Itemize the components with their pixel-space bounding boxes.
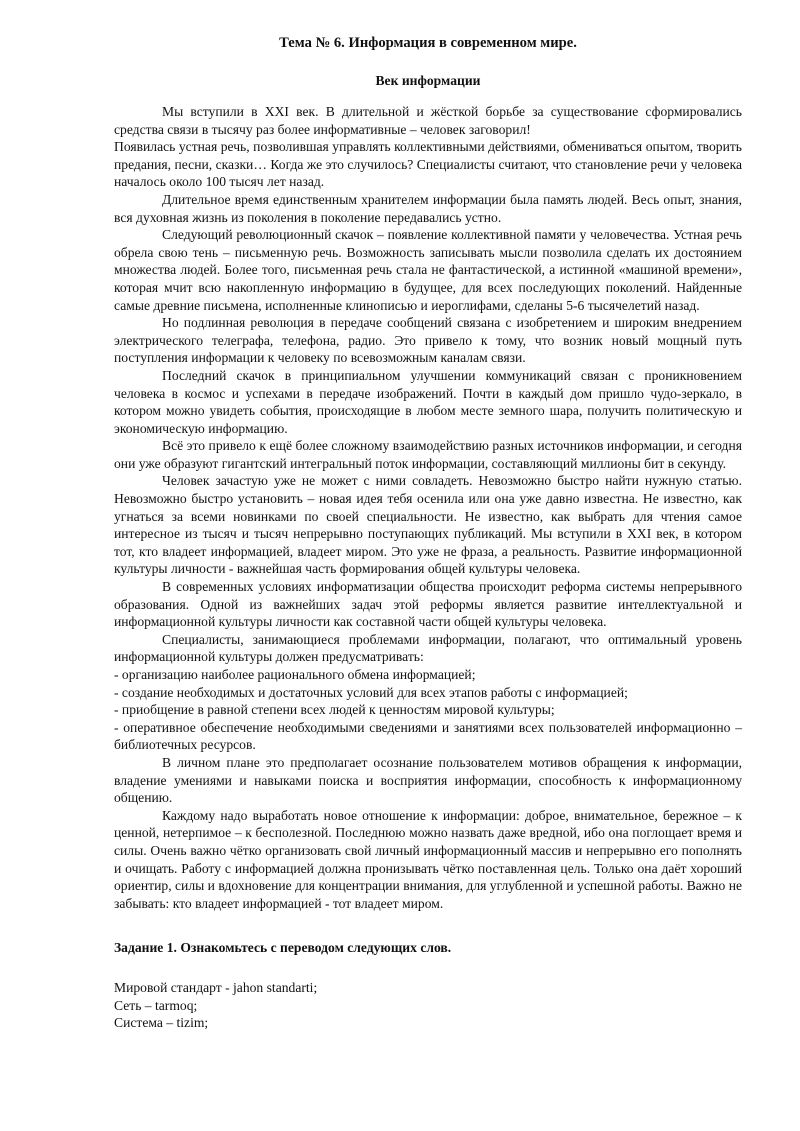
list-item: - приобщение в равной степени всех людей к ценностям мировой культуры; bbox=[114, 702, 555, 718]
task-heading: Задание 1. Ознакомьтесь с переводом следующих слов. bbox=[114, 940, 452, 956]
paragraph-8: Человек зачастую уже не может с ними совладеть. Невозможно быстро найти нужную статью. Невозможно быстро установить – новая идея тебя осенила или она уже давно известна. Не известно, как угнаться за всеми новинками по своей специальности. Не известно, как выбрать для чтения самое интересное из тысяч и тысяч непрерывно поступающих публикаций. Мы вступили в XXI век, в котором тот, кто владеет информацией, владеет миром. Это уже не фраза, а реальность. Развитие информационной культуры личности - важнейшая часть формирования общей культуры человека. bbox=[114, 473, 742, 577]
paragraph-4: Следующий революционный скачок – появление коллективной памяти у человечества. Устная речь обрела свою тень – письменную речь. Возможность записывать мысли позволила сделать их достоянием множества людей. Более того, письменная речь стала не фантастической, а истинной «машиной времени», которая мчит всю накопленную информацию в будущее, для всех последующих поколений. Найденные самые древние письмена, исполненные клинописью и иероглифами, сделаны 5-6 тысячелетий назад. bbox=[114, 227, 742, 313]
paragraph-10: Специалисты, занимающиеся проблемами информации, полагают, что оптимальный уровень информационной культуры должен предусматривать: bbox=[114, 631, 742, 665]
document-page bbox=[114, 34, 742, 1032]
section-heading: Век информации bbox=[375, 73, 481, 88]
paragraph-12: Каждому надо выработать новое отношение к информации: доброе, внимательное, бережное – к ценной, нетерпимое – к бесполезной. Последнюю можно назвать даже вредной, ибо она поглощает время и силы. Очень важно чётко организовать свой личный информационный массив и непрерывно его пополнять и очищать. Работу с информацией должна пронизывать чётко поставленная цель. Только она даёт хороший ориентир, силы и вдохновение для концентрации внимания, для углубленной и успешной работы. Важно не забывать: кто владеет информацией - тот владеет миром. bbox=[114, 807, 742, 911]
paragraph-5: Но подлинная революция в передаче сообщений связана с изобретением и широким внедрением электрического телеграфа, телефона, радио. Это привело к тому, что возник новый мощный путь поступления информации к человеку по всевозможным каналам связи. bbox=[114, 315, 742, 366]
paragraph-1: Мы вступили в XXI век. В длительной и жёсткой борьбе за существование сформировались средства связи в тысячу раз более информативные – человек заговорил! bbox=[114, 104, 742, 137]
document-title: Тема № 6. Информация в современном мире. bbox=[279, 35, 577, 51]
vocabulary-list bbox=[114, 979, 742, 1032]
vocabulary-item: Система – tizim; bbox=[114, 1015, 209, 1031]
list-item: - создание необходимых и достаточных условий для всех этапов работы с информацией; bbox=[114, 684, 628, 700]
paragraph-11: В личном плане это предполагает осознание пользователем мотивов обращения к информации, владение умениями и навыками поиска и восприятия информации, способность к информационному общению. bbox=[114, 754, 742, 806]
body-text bbox=[114, 103, 742, 912]
paragraph-2: Появилась устная речь, позволившая управлять коллективными действиями, обмениваться опытом, творить предания, песни, сказки… Когда же это случилось? Специалисты считают, что становление речи у человека началось около 100 тысяч лет назад. bbox=[114, 139, 742, 190]
list-item: - организацию наиболее рационального обмена информацией; bbox=[114, 667, 476, 682]
paragraph-3: Длительное время единственным хранителем информации была память людей. Весь опыт, знания, вся духовная жизнь из поколения в поколение передавались устно. bbox=[114, 191, 742, 225]
vocabulary-item: Мировой стандарт - jahon standarti; bbox=[114, 979, 318, 995]
paragraph-6: Последний скачок в принципиальном улучшении коммуникаций связан с проникновением человека в космос и успехами в передаче изображений. Почти в каждый дом пришло чудо-зеркало, в котором можно увидеть события, происходящие в любом месте земного шара, получить политическую и экономическую информацию. bbox=[114, 367, 742, 436]
paragraph-7: Всё это привело к ещё более сложному взаимодействию разных источников информации, и сегодня они уже образуют гигантский интегральный поток информации, составляющий миллионы бит в секунду. bbox=[114, 438, 742, 471]
list-item: - оперативное обеспечение необходимыми сведениями и занятиями всех пользователей информационно – библиотечных ресурсов. bbox=[114, 719, 742, 753]
vocabulary-item: Сеть – tarmoq; bbox=[114, 997, 198, 1013]
paragraph-9: В современных условиях информатизации общества происходит реформа системы непрерывного образования. Одной из важнейших задач этой реформы является развитие интеллектуальной и информационной культуры личности как составной части общей культуры человека. bbox=[114, 579, 742, 630]
